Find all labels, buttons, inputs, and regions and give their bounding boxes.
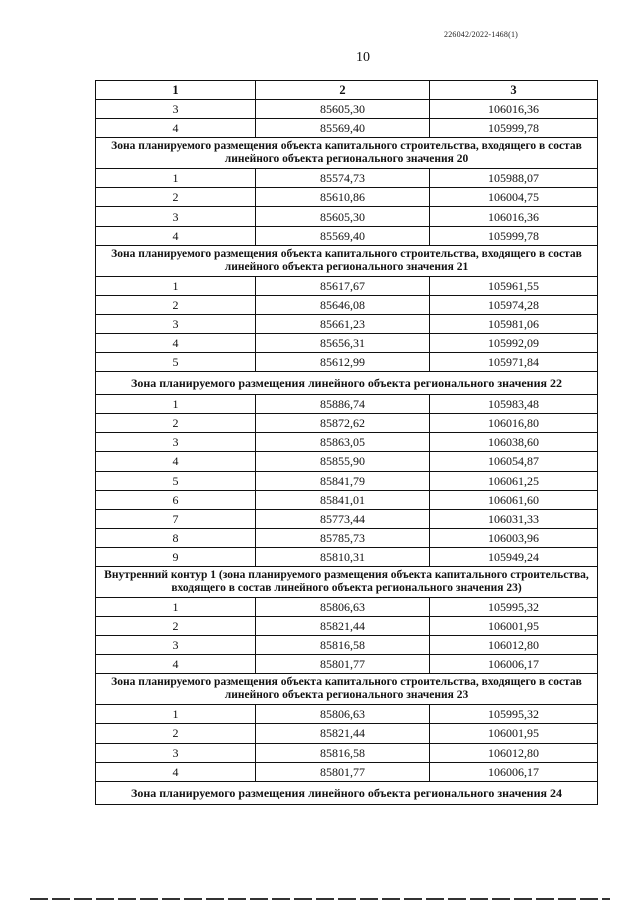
coord-y: 106004,75 bbox=[430, 188, 598, 207]
table-row bbox=[96, 295, 598, 314]
coord-y: 106038,60 bbox=[430, 433, 598, 452]
point-number: 1 bbox=[96, 276, 256, 295]
coord-x: 85816,58 bbox=[256, 636, 430, 655]
table-row bbox=[96, 471, 598, 490]
coord-x: 85656,31 bbox=[256, 333, 430, 352]
table-row bbox=[96, 188, 598, 207]
coord-y: 105983,48 bbox=[430, 395, 598, 414]
table-row bbox=[96, 724, 598, 743]
point-number: 4 bbox=[96, 655, 256, 674]
coord-x: 85816,58 bbox=[256, 743, 430, 762]
coord-y: 106001,95 bbox=[430, 724, 598, 743]
coord-y: 105971,84 bbox=[430, 353, 598, 372]
coord-y: 106016,80 bbox=[430, 414, 598, 433]
coord-x: 85841,01 bbox=[256, 490, 430, 509]
table-row bbox=[96, 743, 598, 762]
point-number: 1 bbox=[96, 705, 256, 724]
point-number: 4 bbox=[96, 333, 256, 352]
coord-y: 105995,32 bbox=[430, 597, 598, 616]
table-row bbox=[96, 395, 598, 414]
coord-x: 85810,31 bbox=[256, 547, 430, 566]
coord-y: 106054,87 bbox=[430, 452, 598, 471]
table-row bbox=[96, 314, 598, 333]
coord-x: 85785,73 bbox=[256, 528, 430, 547]
table-row bbox=[96, 353, 598, 372]
section-title: Зона планируемого размещения линейного объекта регионального значения 24 bbox=[96, 781, 598, 804]
section-title-row bbox=[96, 372, 598, 395]
section-title-row bbox=[96, 781, 598, 804]
coord-y: 106006,17 bbox=[430, 762, 598, 781]
table-row bbox=[96, 276, 598, 295]
point-number: 4 bbox=[96, 452, 256, 471]
column-header: 3 bbox=[430, 81, 598, 100]
point-number: 2 bbox=[96, 617, 256, 636]
coord-x: 85661,23 bbox=[256, 314, 430, 333]
table-row bbox=[96, 617, 598, 636]
coord-x: 85574,73 bbox=[256, 169, 430, 188]
point-number: 1 bbox=[96, 395, 256, 414]
coord-x: 85801,77 bbox=[256, 762, 430, 781]
table-row bbox=[96, 597, 598, 616]
coord-y: 106006,17 bbox=[430, 655, 598, 674]
coord-x: 85855,90 bbox=[256, 452, 430, 471]
coord-y: 105961,55 bbox=[430, 276, 598, 295]
coord-y: 105999,78 bbox=[430, 226, 598, 245]
table-row bbox=[96, 509, 598, 528]
point-number: 7 bbox=[96, 509, 256, 528]
point-number: 3 bbox=[96, 207, 256, 226]
coord-x: 85821,44 bbox=[256, 617, 430, 636]
point-number: 1 bbox=[96, 597, 256, 616]
point-number: 1 bbox=[96, 169, 256, 188]
coord-x: 85610,86 bbox=[256, 188, 430, 207]
table-row bbox=[96, 490, 598, 509]
table-row bbox=[96, 207, 598, 226]
coord-y: 106016,36 bbox=[430, 100, 598, 119]
table-row bbox=[96, 433, 598, 452]
coord-y: 105981,06 bbox=[430, 314, 598, 333]
point-number: 2 bbox=[96, 724, 256, 743]
section-title-row bbox=[96, 138, 598, 169]
coord-x: 85863,05 bbox=[256, 433, 430, 452]
table-row bbox=[96, 655, 598, 674]
coord-x: 85617,67 bbox=[256, 276, 430, 295]
table-row bbox=[96, 226, 598, 245]
coord-x: 85886,74 bbox=[256, 395, 430, 414]
table-row bbox=[96, 636, 598, 655]
table-row bbox=[96, 762, 598, 781]
coord-y: 105974,28 bbox=[430, 295, 598, 314]
point-number: 2 bbox=[96, 414, 256, 433]
coord-y: 106003,96 bbox=[430, 528, 598, 547]
page-number: 10 bbox=[356, 50, 370, 65]
point-number: 5 bbox=[96, 353, 256, 372]
point-number: 2 bbox=[96, 295, 256, 314]
coord-y: 106016,36 bbox=[430, 207, 598, 226]
coord-x: 85821,44 bbox=[256, 724, 430, 743]
coord-y: 106012,80 bbox=[430, 636, 598, 655]
coord-y: 105999,78 bbox=[430, 119, 598, 138]
coord-y: 105995,32 bbox=[430, 705, 598, 724]
point-number: 4 bbox=[96, 762, 256, 781]
column-header: 1 bbox=[96, 81, 256, 100]
coord-x: 85801,77 bbox=[256, 655, 430, 674]
point-number: 3 bbox=[96, 636, 256, 655]
coord-y: 105949,24 bbox=[430, 547, 598, 566]
table-row bbox=[96, 528, 598, 547]
point-number: 9 bbox=[96, 547, 256, 566]
section-title-row bbox=[96, 674, 598, 705]
coord-y: 106061,60 bbox=[430, 490, 598, 509]
coord-x: 85569,40 bbox=[256, 226, 430, 245]
point-number: 3 bbox=[96, 743, 256, 762]
point-number: 4 bbox=[96, 119, 256, 138]
coord-y: 105988,07 bbox=[430, 169, 598, 188]
point-number: 2 bbox=[96, 188, 256, 207]
coordinates-table bbox=[95, 80, 598, 805]
table-header-row bbox=[96, 81, 598, 100]
point-number: 8 bbox=[96, 528, 256, 547]
coord-x: 85773,44 bbox=[256, 509, 430, 528]
coord-y: 105992,09 bbox=[430, 333, 598, 352]
section-title: Внутренний контур 1 (зона планируемого размещения объекта капитального строительства, входящего в состав линейного объекта регионального значения 23) bbox=[96, 566, 598, 597]
document-id: 226042/2022-1468(1) bbox=[444, 30, 519, 39]
scan-footer-line bbox=[30, 898, 610, 900]
section-title: Зона планируемого размещения объекта капитального строительства, входящего в состав линейного объекта регионального значения 21 bbox=[96, 245, 598, 276]
coord-x: 85872,62 bbox=[256, 414, 430, 433]
coord-x: 85605,30 bbox=[256, 207, 430, 226]
table-row bbox=[96, 547, 598, 566]
section-title: Зона планируемого размещения объекта капитального строительства, входящего в состав линейного объекта регионального значения 20 bbox=[96, 138, 598, 169]
table-row bbox=[96, 414, 598, 433]
coord-x: 85646,08 bbox=[256, 295, 430, 314]
coord-x: 85841,79 bbox=[256, 471, 430, 490]
coord-x: 85806,63 bbox=[256, 705, 430, 724]
coord-x: 85806,63 bbox=[256, 597, 430, 616]
point-number: 5 bbox=[96, 471, 256, 490]
point-number: 3 bbox=[96, 314, 256, 333]
table-row bbox=[96, 119, 598, 138]
table-row bbox=[96, 705, 598, 724]
table-row bbox=[96, 452, 598, 471]
section-title: Зона планируемого размещения объекта капитального строительства, входящего в состав линейного объекта регионального значения 23 bbox=[96, 674, 598, 705]
coord-y: 106031,33 bbox=[430, 509, 598, 528]
point-number: 3 bbox=[96, 100, 256, 119]
coord-x: 85612,99 bbox=[256, 353, 430, 372]
coord-x: 85605,30 bbox=[256, 100, 430, 119]
table-row bbox=[96, 169, 598, 188]
table-row bbox=[96, 333, 598, 352]
point-number: 3 bbox=[96, 433, 256, 452]
section-title-row bbox=[96, 245, 598, 276]
coord-y: 106001,95 bbox=[430, 617, 598, 636]
coord-y: 106061,25 bbox=[430, 471, 598, 490]
coord-y: 106012,80 bbox=[430, 743, 598, 762]
section-title-row bbox=[96, 566, 598, 597]
point-number: 6 bbox=[96, 490, 256, 509]
point-number: 4 bbox=[96, 226, 256, 245]
table-row bbox=[96, 100, 598, 119]
section-title: Зона планируемого размещения линейного объекта регионального значения 22 bbox=[96, 372, 598, 395]
coord-x: 85569,40 bbox=[256, 119, 430, 138]
column-header: 2 bbox=[256, 81, 430, 100]
